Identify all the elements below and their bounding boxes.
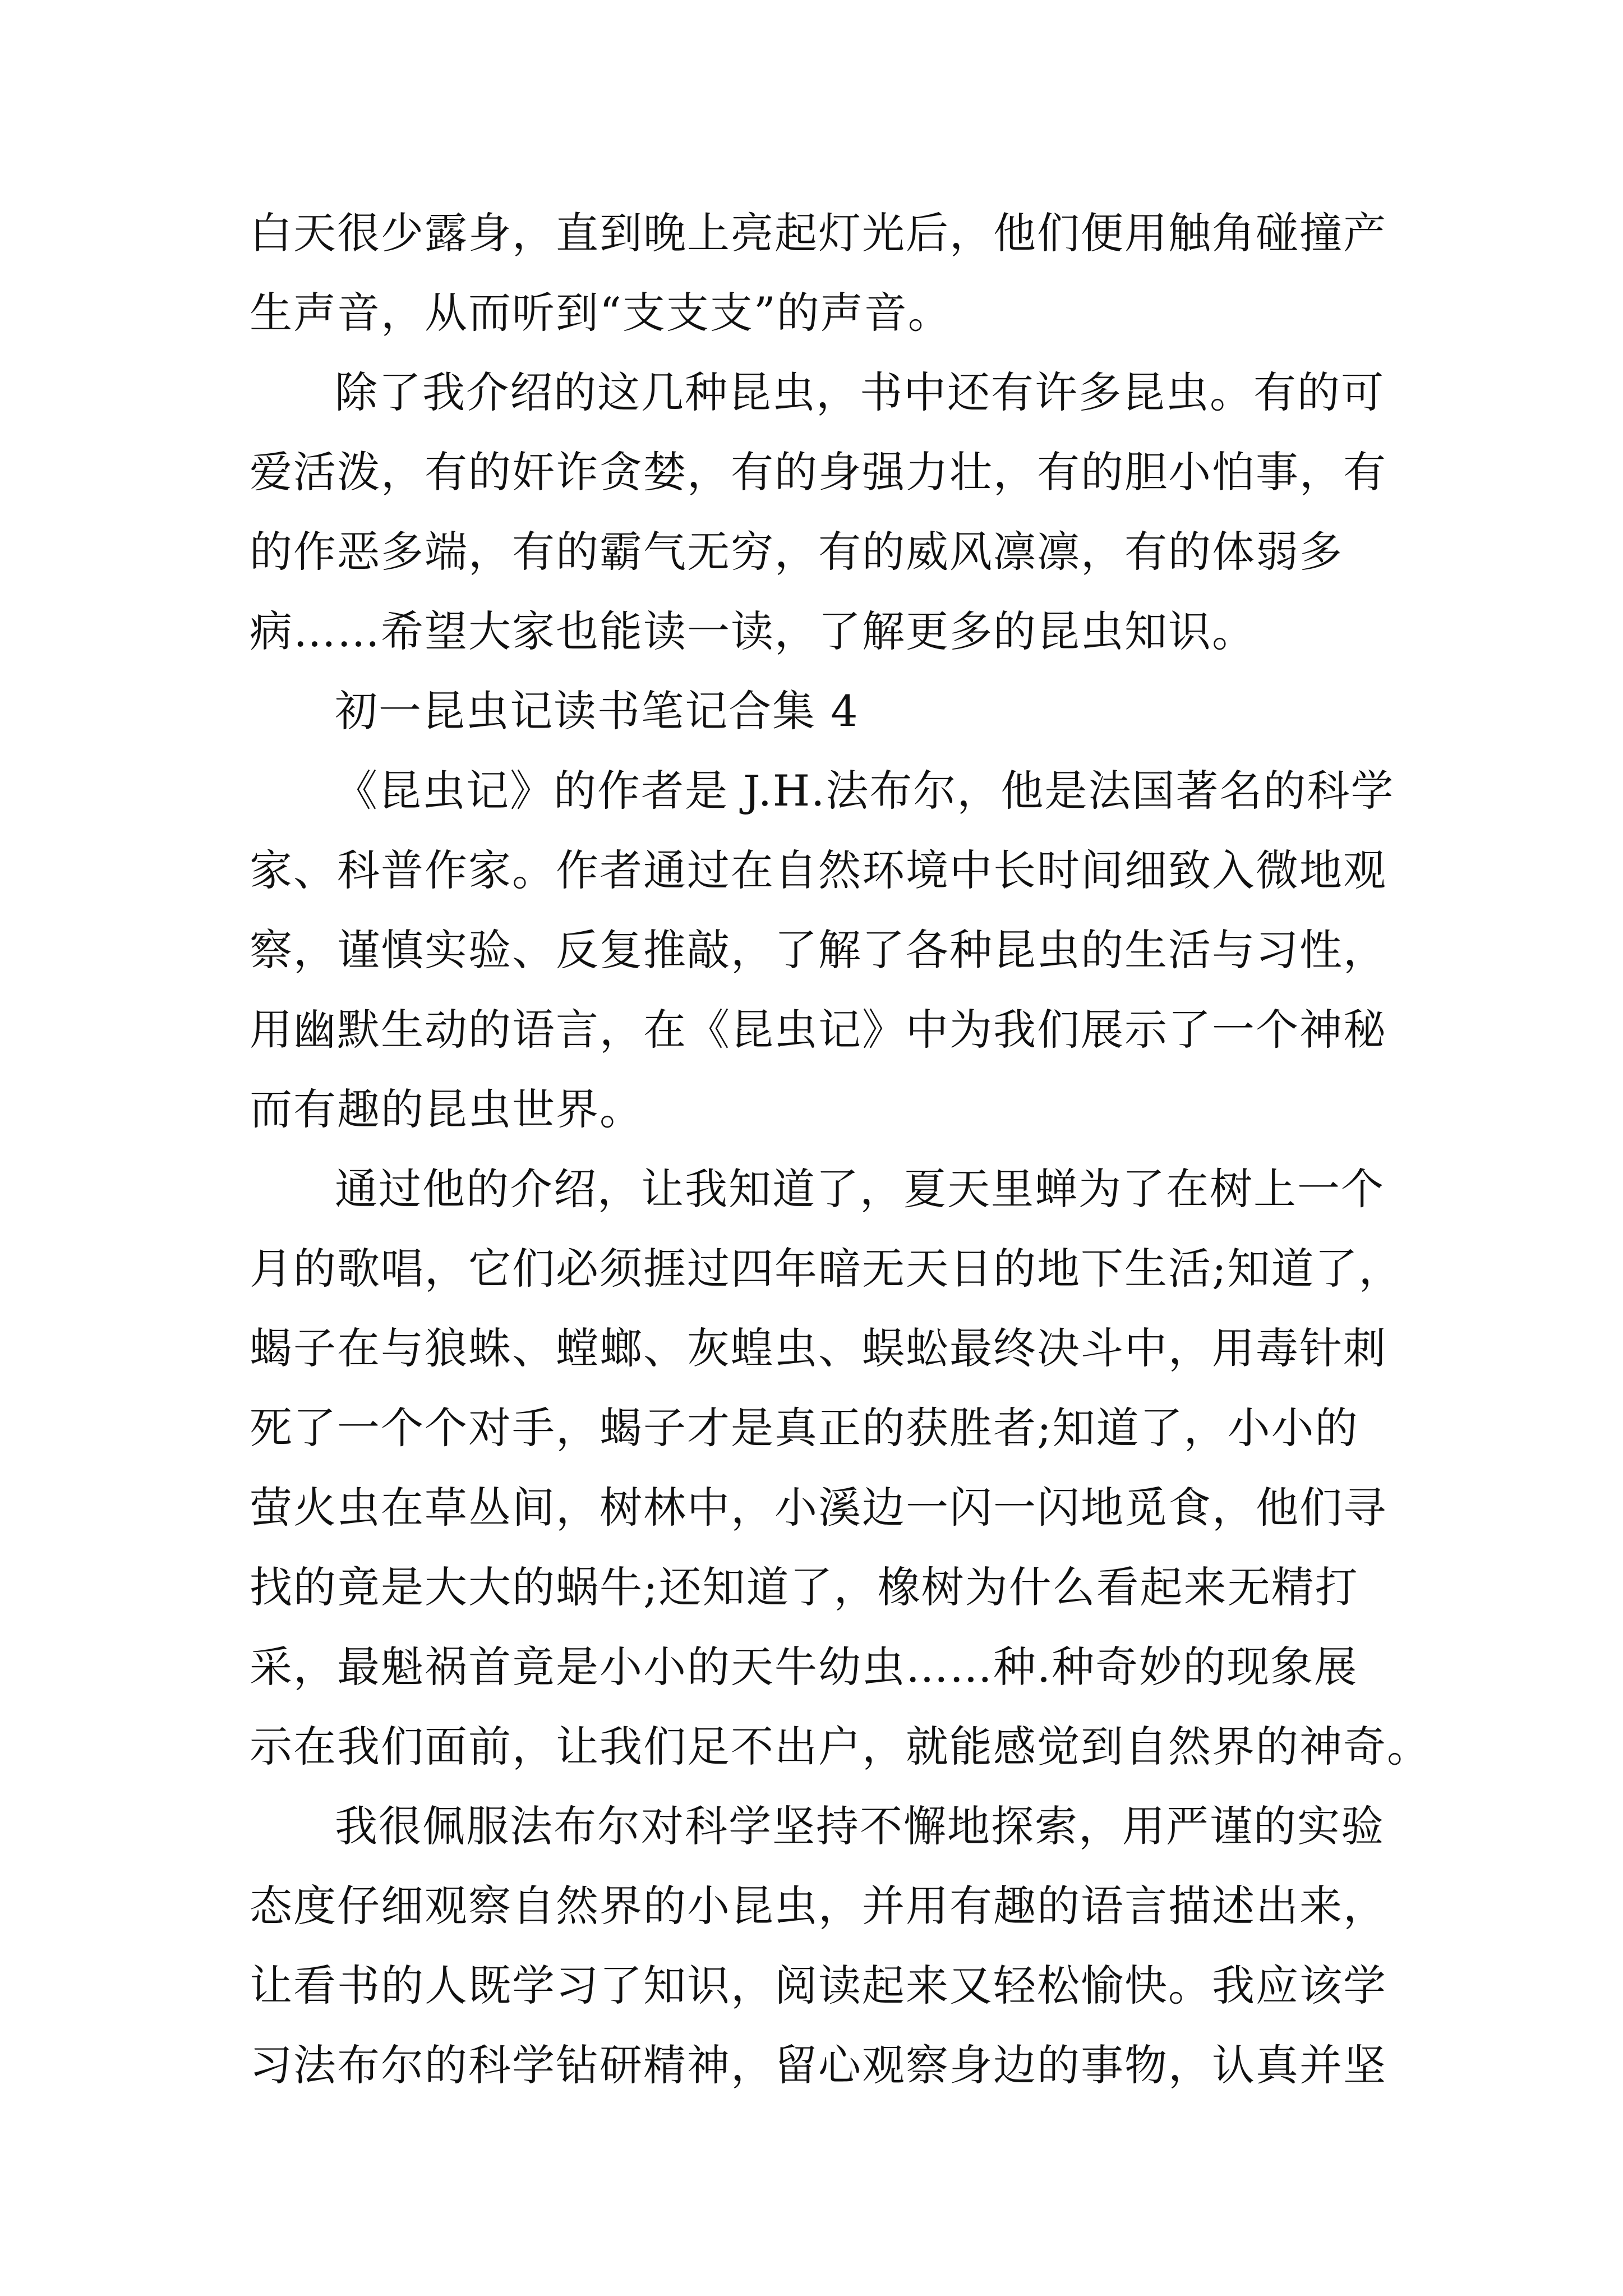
text-line: 采，最魁祸首竟是小小的天牛幼虫……种.种奇妙的现象展 xyxy=(250,1642,1358,1692)
text-line: 态度仔细观察自然界的小昆虫，并用有趣的语言描述出来， xyxy=(250,1881,1387,1931)
text-line: 初一昆虫记读书笔记合集 4 xyxy=(335,686,859,736)
text-line: 病……希望大家也能读一读，了解更多的昆虫知识。 xyxy=(250,606,1256,656)
text-line: 通过他的介绍，让我知道了，夏天里蝉为了在树上一个 xyxy=(335,1164,1385,1214)
text-line: 的作恶多端，有的霸气无穷，有的威风凛凛，有的体弱多 xyxy=(250,527,1343,577)
text-line: 察，谨慎实验、反复推敲，了解了各种昆虫的生活与习性， xyxy=(250,925,1387,975)
text-line: 而有趣的昆虫世界。 xyxy=(250,1084,643,1134)
text-line: 家、科普作家。作者通过在自然环境中长时间细致入微地观 xyxy=(250,845,1387,895)
text-line: 蝎子在与狼蛛、螳螂、灰蝗虫、蜈蚣最终决斗中，用毒针刺 xyxy=(250,1323,1387,1373)
text-line: 除了我介绍的这几种昆虫，书中还有许多昆虫。有的可 xyxy=(335,367,1385,417)
text-line: 用幽默生动的语言，在《昆虫记》中为我们展示了一个神秘 xyxy=(250,1005,1387,1055)
text-line: 爱活泼，有的奸诈贪婪，有的身强力壮，有的胆小怕事，有 xyxy=(250,447,1387,497)
text-line: 生声音，从而听到“支支支”的声音。 xyxy=(250,288,952,338)
text-line: 示在我们面前，让我们足不出户，就能感觉到自然界的神奇。 xyxy=(250,1722,1431,1772)
text-line: 白天很少露身，直到晚上亮起灯光后，他们便用触角碰撞产 xyxy=(250,208,1387,258)
text-line: 找的竟是大大的蜗牛;还知道了，橡树为什么看起来无精打 xyxy=(250,1562,1359,1612)
text-line: 习法布尔的科学钻研精神，留心观察身边的事物，认真并坚 xyxy=(250,2040,1387,2090)
document-body xyxy=(250,194,1431,2105)
text-line: 萤火虫在草丛间，树林中，小溪边一闪一闪地觅食，他们寻 xyxy=(250,1483,1387,1533)
text-line: 我很佩服法布尔对科学坚持不懈地探索，用严谨的实验 xyxy=(335,1801,1385,1851)
text-line: 月的歌唱，它们必须捱过四年暗无天日的地下生活;知道了， xyxy=(250,1244,1403,1294)
text-line: 死了一个个对手，蝎子才是真正的获胜者;知道了，小小的 xyxy=(250,1403,1359,1453)
text-line: 让看书的人既学习了知识，阅读起来又轻松愉快。我应该学 xyxy=(250,1961,1387,2010)
text-line: 《昆虫记》的作者是 J.H.法布尔，他是法国著名的科学 xyxy=(335,766,1395,816)
